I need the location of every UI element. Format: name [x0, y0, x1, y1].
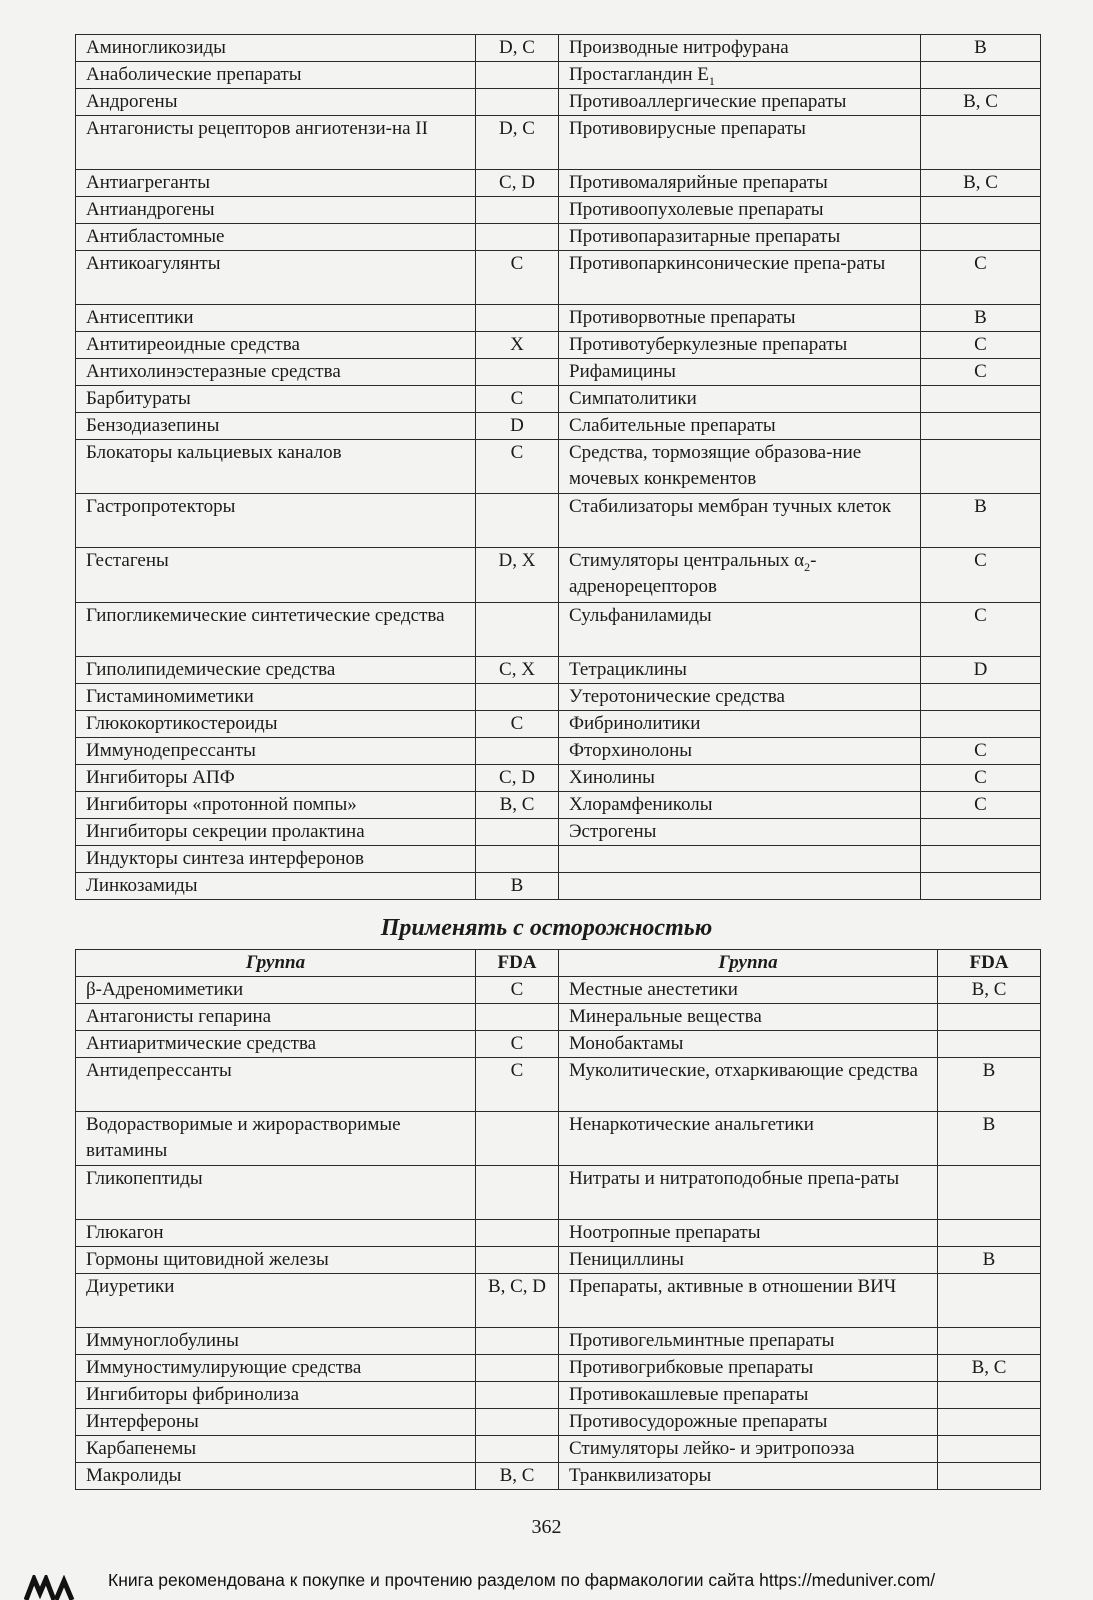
group-name-right	[559, 62, 921, 89]
fda-category-left: B, C	[476, 792, 559, 819]
fda-category-left	[476, 1220, 559, 1247]
fda-category-left: C, X	[476, 657, 559, 684]
group-name-left: Антиандрогены	[76, 197, 476, 224]
table-row	[76, 359, 1041, 386]
fda-category-right	[921, 62, 1041, 89]
fda-category-right	[938, 1274, 1041, 1328]
fda-category-right: C	[921, 792, 1041, 819]
group-name-right: Утеротонические средства	[559, 684, 921, 711]
table-row	[76, 977, 1041, 1004]
fda-category-left	[476, 603, 559, 657]
fda-category-left	[476, 819, 559, 846]
fda-category-right	[921, 413, 1041, 440]
group-name-left: Диуретики	[76, 1274, 476, 1328]
fda-category-left: C	[476, 977, 559, 1004]
group-name-left: Гликопептиды	[76, 1166, 476, 1220]
fda-category-left	[476, 684, 559, 711]
table-row	[76, 1328, 1041, 1355]
group-name-right: Монобактамы	[559, 1031, 938, 1058]
group-name-left: Водорастворимые и жирорастворимые витамины	[76, 1112, 476, 1166]
group-name-right: Противопаркинсонические препа-раты	[559, 251, 921, 305]
group-name-right: Слабительные препараты	[559, 413, 921, 440]
group-name-left: Антиаритмические средства	[76, 1031, 476, 1058]
fda-category-right	[921, 846, 1041, 873]
table-row	[76, 224, 1041, 251]
fda-category-right	[921, 711, 1041, 738]
table-row	[76, 765, 1041, 792]
group-name-right: Сульфаниламиды	[559, 603, 921, 657]
fda-category-left	[476, 224, 559, 251]
table-row	[76, 305, 1041, 332]
fda-category-left	[476, 494, 559, 548]
fda-category-left: D, C	[476, 35, 559, 62]
group-name-left: Антидепрессанты	[76, 1058, 476, 1112]
group-name-right: Противокашлевые препараты	[559, 1382, 938, 1409]
table-row	[76, 1274, 1041, 1328]
fda-category-right: C	[921, 738, 1041, 765]
fda-category-left	[476, 846, 559, 873]
group-name-right: Местные анестетики	[559, 977, 938, 1004]
table-row	[76, 1436, 1041, 1463]
group-name-right: Стимуляторы лейко- и эритропоэза	[559, 1436, 938, 1463]
group-name-right: Ноотропные препараты	[559, 1220, 938, 1247]
group-name-right: Нитраты и нитратоподобные препа-раты	[559, 1166, 938, 1220]
table-header-row	[76, 950, 1041, 977]
table-row	[76, 1463, 1041, 1490]
fda-category-left: C, D	[476, 170, 559, 197]
fda-category-right: C	[921, 548, 1041, 603]
fda-category-right	[921, 684, 1041, 711]
table-row	[76, 738, 1041, 765]
table-row	[76, 386, 1041, 413]
table-row	[76, 89, 1041, 116]
group-name-left: Гипогликемические синтетические средства	[76, 603, 476, 657]
header-group-right: Группа	[559, 950, 938, 977]
group-name-right: Пенициллины	[559, 1247, 938, 1274]
fda-category-left: D	[476, 413, 559, 440]
group-name-right: Противомалярийные препараты	[559, 170, 921, 197]
group-name-left: Глюкагон	[76, 1220, 476, 1247]
group-name-left: Антиагреганты	[76, 170, 476, 197]
fda-category-right	[921, 197, 1041, 224]
page-number: 362	[531, 1516, 562, 1538]
fda-category-right	[938, 1463, 1041, 1490]
group-name-right: Противопаразитарные препараты	[559, 224, 921, 251]
fda-category-right	[921, 819, 1041, 846]
fda-category-left	[476, 359, 559, 386]
group-name-left: Бензодиазепины	[76, 413, 476, 440]
group-name-right: Минеральные вещества	[559, 1004, 938, 1031]
section-title: Применять с осторожностью	[380, 915, 713, 941]
table-row	[76, 1004, 1041, 1031]
fda-category-right	[938, 1031, 1041, 1058]
group-name-left: Ингибиторы фибринолиза	[76, 1382, 476, 1409]
group-name-right	[559, 873, 921, 900]
subscript: 2	[804, 559, 811, 574]
table-row	[76, 819, 1041, 846]
group-name-left: Антагонисты гепарина	[76, 1004, 476, 1031]
table-row	[76, 116, 1041, 170]
fda-category-right: B	[921, 35, 1041, 62]
group-name-right: Противорвотные препараты	[559, 305, 921, 332]
group-name-right: Производные нитрофурана	[559, 35, 921, 62]
fda-category-right: B, C	[921, 170, 1041, 197]
fda-category-left	[476, 89, 559, 116]
group-name-left: Иммунодепрессанты	[76, 738, 476, 765]
fda-category-left	[476, 1436, 559, 1463]
group-name-right: Стабилизаторы мембран тучных клеток	[559, 494, 921, 548]
group-name-right: Препараты, активные в отношении ВИЧ	[559, 1274, 938, 1328]
table-row	[76, 170, 1041, 197]
fda-category-left	[476, 1004, 559, 1031]
group-name-left: Антибластомные	[76, 224, 476, 251]
caution-drug-group-table	[75, 949, 1041, 1490]
group-name-right: Противотуберкулезные препараты	[559, 332, 921, 359]
header-group-left: Группа	[76, 950, 476, 977]
table-row	[76, 684, 1041, 711]
fda-category-right: B	[938, 1247, 1041, 1274]
table-row	[76, 603, 1041, 657]
fda-category-left	[476, 1382, 559, 1409]
table-body	[76, 977, 1041, 1490]
group-name-left: Гистаминомиметики	[76, 684, 476, 711]
group-name-right	[559, 846, 921, 873]
fda-category-right	[938, 1382, 1041, 1409]
fda-category-right: D	[921, 657, 1041, 684]
fda-category-left: C	[476, 386, 559, 413]
table-row	[76, 35, 1041, 62]
group-name-left: Антитиреоидные средства	[76, 332, 476, 359]
group-name-left: Линкозамиды	[76, 873, 476, 900]
fda-category-right: B	[938, 1058, 1041, 1112]
fda-category-right	[921, 116, 1041, 170]
group-name-right: Противогрибковые препараты	[559, 1355, 938, 1382]
subscript: 1	[708, 73, 715, 88]
group-name-right: Хлорамфениколы	[559, 792, 921, 819]
fda-category-left	[476, 62, 559, 89]
fda-category-left: X	[476, 332, 559, 359]
fda-category-left: C	[476, 251, 559, 305]
group-name-left: Ингибиторы АПФ	[76, 765, 476, 792]
fda-category-right	[938, 1220, 1041, 1247]
group-name-left: Макролиды	[76, 1463, 476, 1490]
table-row	[76, 1409, 1041, 1436]
group-name-right: Противовирусные препараты	[559, 116, 921, 170]
fda-category-left	[476, 305, 559, 332]
group-name-left: Блокаторы кальциевых каналов	[76, 440, 476, 494]
fda-category-right: C	[921, 765, 1041, 792]
table-row	[76, 251, 1041, 305]
header-fda-right: FDA	[938, 950, 1041, 977]
group-name-left: Андрогены	[76, 89, 476, 116]
fda-category-right	[921, 873, 1041, 900]
group-name-left: Аминогликозиды	[76, 35, 476, 62]
group-name-text: Стимуляторы центральных α	[569, 550, 805, 571]
table-row	[76, 873, 1041, 900]
fda-category-right: B, C	[938, 1355, 1041, 1382]
group-name-left: Ингибиторы «протонной помпы»	[76, 792, 476, 819]
group-name-right: Противоаллергические препараты	[559, 89, 921, 116]
table-row	[76, 657, 1041, 684]
fda-category-left	[476, 738, 559, 765]
fda-category-left: C	[476, 711, 559, 738]
group-name-left: Ингибиторы секреции пролактина	[76, 819, 476, 846]
fda-category-right: C	[921, 359, 1041, 386]
fda-category-left: D, C	[476, 116, 559, 170]
table-row	[76, 1247, 1041, 1274]
group-name-right: Фибринолитики	[559, 711, 921, 738]
fda-category-right	[938, 1004, 1041, 1031]
fda-category-right: B, C	[938, 977, 1041, 1004]
group-name-right: Противосудорожные препараты	[559, 1409, 938, 1436]
group-name-left: Гестагены	[76, 548, 476, 603]
fda-category-right	[938, 1436, 1041, 1463]
fda-category-left: C	[476, 1031, 559, 1058]
group-name-text-tail: -адренорецепторов	[569, 550, 817, 597]
group-name-left: Барбитураты	[76, 386, 476, 413]
group-name-left: Гастропротекторы	[76, 494, 476, 548]
fda-category-right: C	[921, 332, 1041, 359]
group-name-right: Противоопухолевые препараты	[559, 197, 921, 224]
group-name-left: Антихолинэстеразные средства	[76, 359, 476, 386]
table-row	[76, 1166, 1041, 1220]
group-name-left: Гормоны щитовидной железы	[76, 1247, 476, 1274]
table-row	[76, 711, 1041, 738]
table-row	[76, 413, 1041, 440]
table-row	[76, 792, 1041, 819]
group-name-right: Эстрогены	[559, 819, 921, 846]
fda-category-left	[476, 1166, 559, 1220]
fda-category-right: B	[938, 1112, 1041, 1166]
group-name-right: Рифамицины	[559, 359, 921, 386]
group-name-left: Антикоагулянты	[76, 251, 476, 305]
group-name-right: Противогельминтные препараты	[559, 1328, 938, 1355]
group-name-left: Иммуноглобулины	[76, 1328, 476, 1355]
group-name-left: Гиполипидемические средства	[76, 657, 476, 684]
table-row	[76, 197, 1041, 224]
table-row	[76, 494, 1041, 548]
fda-category-right	[938, 1409, 1041, 1436]
drug-group-table-main	[75, 34, 1041, 900]
table-row	[76, 1382, 1041, 1409]
group-name-left: Анаболические препараты	[76, 62, 476, 89]
table-row	[76, 1058, 1041, 1112]
group-name-left: Индукторы синтеза интерферонов	[76, 846, 476, 873]
table-row	[76, 332, 1041, 359]
group-name-left: Глюкокортикостероиды	[76, 711, 476, 738]
group-name-right: Тетрациклины	[559, 657, 921, 684]
fda-category-left: C, D	[476, 765, 559, 792]
group-name-right: Средства, тормозящие образова-ние мочевых конкрементов	[559, 440, 921, 494]
fda-category-left	[476, 1328, 559, 1355]
fda-category-right: C	[921, 603, 1041, 657]
table-row	[76, 62, 1041, 89]
group-name-right: Муколитические, отхаркивающие средства	[559, 1058, 938, 1112]
fda-category-right: B, C	[921, 89, 1041, 116]
group-name-left: β-Адреномиметики	[76, 977, 476, 1004]
group-name-right: Фторхинолоны	[559, 738, 921, 765]
fda-category-left	[476, 1247, 559, 1274]
group-name-left: Иммуностимулирующие средства	[76, 1355, 476, 1382]
table-body	[76, 35, 1041, 900]
fda-category-right: B	[921, 305, 1041, 332]
fda-category-left: B, C	[476, 1463, 559, 1490]
group-name-right: Симпатолитики	[559, 386, 921, 413]
group-name-left: Антисептики	[76, 305, 476, 332]
fda-category-left: C	[476, 1058, 559, 1112]
group-name-left: Антагонисты рецепторов ангиотензи-на II	[76, 116, 476, 170]
fda-category-right	[938, 1328, 1041, 1355]
group-name-left: Интерфероны	[76, 1409, 476, 1436]
table-row	[76, 846, 1041, 873]
fda-category-left	[476, 1112, 559, 1166]
fda-category-left: B, C, D	[476, 1274, 559, 1328]
publisher-logo	[24, 1575, 80, 1600]
fda-category-left: D, X	[476, 548, 559, 603]
fda-category-left	[476, 1409, 559, 1436]
group-name-left: Карбапенемы	[76, 1436, 476, 1463]
group-name-text: Простагландин E	[569, 64, 709, 85]
group-name-right	[559, 548, 921, 603]
fda-category-right: B	[921, 494, 1041, 548]
table-row	[76, 548, 1041, 603]
header-fda-left: FDA	[476, 950, 559, 977]
fda-category-left: C	[476, 440, 559, 494]
fda-category-right	[921, 440, 1041, 494]
table-row	[76, 1112, 1041, 1166]
fda-category-left	[476, 1355, 559, 1382]
group-name-right: Ненаркотические анальгетики	[559, 1112, 938, 1166]
table-row	[76, 1220, 1041, 1247]
fda-category-left: B	[476, 873, 559, 900]
table-row	[76, 440, 1041, 494]
group-name-right: Хинолины	[559, 765, 921, 792]
fda-category-right	[921, 386, 1041, 413]
footer-note: Книга рекомендована к покупке и прочтению разделом по фармакологии сайта https://meduniver.com/	[108, 1570, 936, 1590]
fda-category-right: C	[921, 251, 1041, 305]
group-name-right: Транквилизаторы	[559, 1463, 938, 1490]
fda-category-left	[476, 197, 559, 224]
fda-category-right	[938, 1166, 1041, 1220]
table-row	[76, 1355, 1041, 1382]
fda-category-right	[921, 224, 1041, 251]
table-row	[76, 1031, 1041, 1058]
